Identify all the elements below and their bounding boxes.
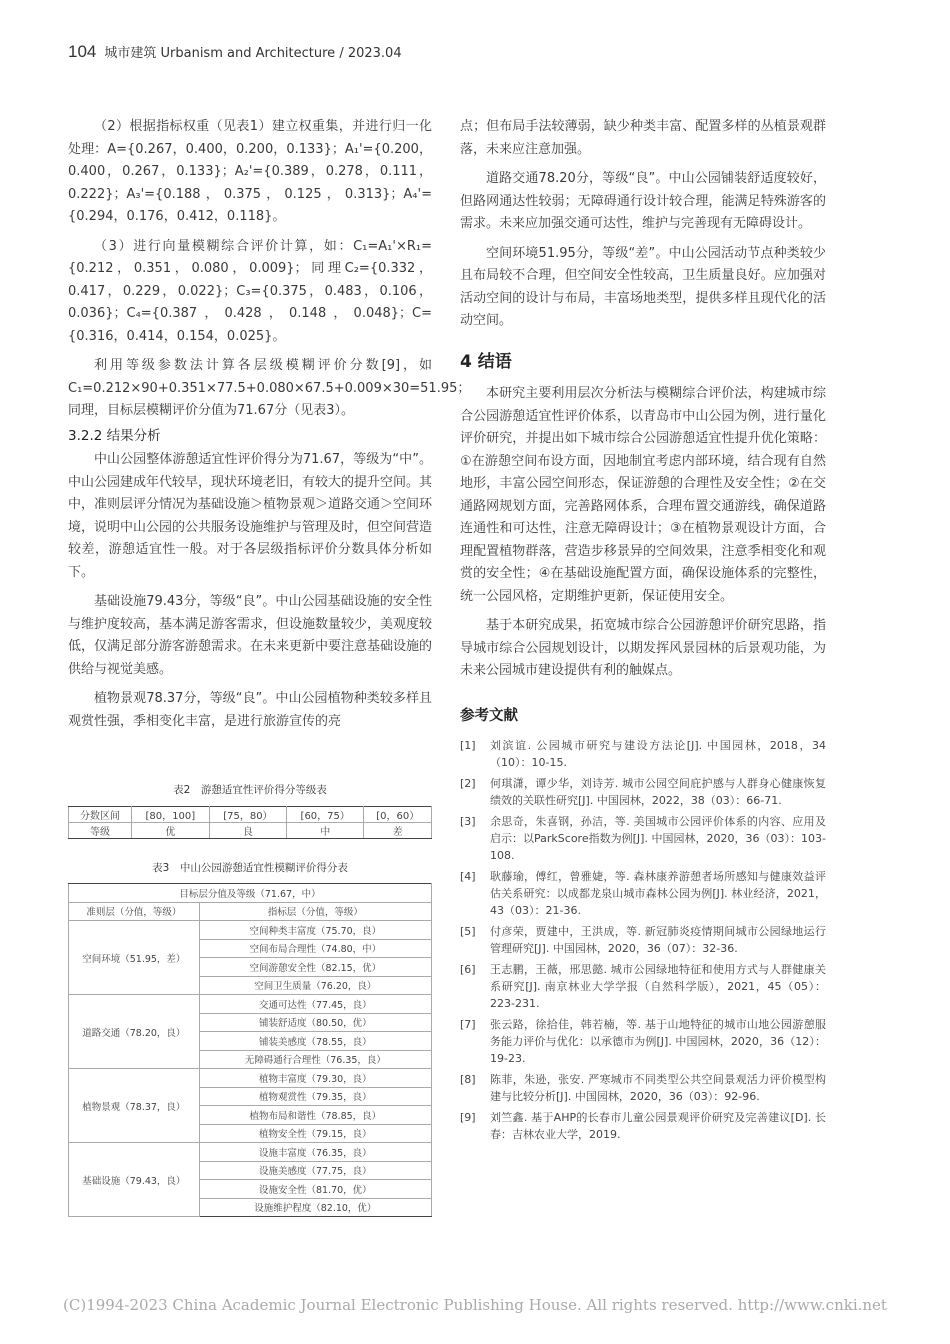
indicator-cell: 植物安全性（79.15，良）	[199, 1124, 431, 1143]
indicator-cell: 设施美感度（77.75，良）	[199, 1161, 431, 1180]
table-cell: 优	[131, 823, 209, 839]
table-row	[69, 1143, 432, 1162]
reference-text: 何琪潇，谭少华，刘诗芳. 城市公园空间庇护感与人群身心健康恢复绩效的关联性研究[J]. 中国园林，2022，38（03）：66-71.	[490, 777, 826, 807]
reference-text: 张云路，徐拾佳，韩若楠，等. 基于山地特征的城市山地公园游憩服务能力评价与优化：以承德市为例[J]. 中国园林，2020，36（12）：19-23.	[490, 1018, 826, 1065]
reference-item	[460, 813, 826, 864]
indicator-header: 指标层（分值，等级）	[199, 902, 431, 921]
copyright-footer: (C)1994-2023 China Academic Journal Electronic Publishing House. All rights reserved. http://www.cnki.net	[63, 1296, 887, 1314]
section-heading-conclusion: 4 结语	[460, 351, 512, 372]
reference-item	[460, 1016, 826, 1067]
table-cell: 差	[364, 823, 432, 839]
table-cell: 等级	[69, 823, 132, 839]
paragraph-plant-continued: 点；但布局手法较薄弱，缺少种类丰富、配置多样的丛植景观群落，未来应注意加强。	[460, 119, 826, 157]
table-row	[69, 902, 432, 921]
indicator-cell: 空间布局合理性（74.80，中）	[199, 939, 431, 958]
reference-number: [1]	[460, 739, 476, 752]
criteria-cell: 基础设施（79.43，良）	[69, 1143, 200, 1217]
table-cell: [80，100]	[131, 807, 209, 823]
reference-number: [8]	[460, 1073, 476, 1086]
table2-score-grade	[68, 806, 432, 839]
paragraph-grade-params: 利用等级参数法计算各层级模糊评价分数[9]，如C₁=0.212×90+0.351×77.5+0.080×67.5+0.009×30=51.95；同理，目标层模糊评价分值为71.67分（见表3）。	[68, 358, 471, 418]
table-cell: [75，80）	[209, 807, 286, 823]
reference-number: [7]	[460, 1018, 476, 1031]
table-cell: 良	[209, 823, 286, 839]
criteria-header: 准则层（分值，等级）	[69, 902, 200, 921]
indicator-cell: 空间游憩安全性（82.15，优）	[199, 958, 431, 977]
table3-fuzzy-scores	[68, 883, 432, 1217]
reference-number: [5]	[460, 925, 476, 938]
reference-text: 余思奇，朱喜钢，孙洁，等. 美国城市公园评价体系的内容、应用及启示：以ParkScore指数为例[J]. 中国园林，2020，36（03）：103-108.	[490, 815, 826, 862]
reference-text: 付彦荣，贾建中，王洪成，等. 新冠肺炎疫情期间城市公园绿地运行管理研究[J]. 中国园林，2020，36（07）：32-36.	[490, 925, 826, 955]
indicator-cell: 设施丰富度（76.35，良）	[199, 1143, 431, 1162]
paragraph-plant-landscape: 植物景观78.37分，等级“良”。中山公园植物种类较多样且观赏性强，季相变化丰富，是进行旅游宣传的亮	[68, 691, 432, 729]
reference-text: 陈菲，朱逊，张安. 严寒城市不同类型公共空间景观活力评价模型构建与比较分析[J]. 中国园林，2020，36（03）：92-96.	[490, 1073, 826, 1103]
left-column	[68, 116, 471, 733]
section-heading-results: 3.2.2 结果分析	[68, 427, 161, 444]
reference-item	[460, 1071, 826, 1105]
paragraph-space-environment: 空间环境51.95分，等级“差”。中山公园活动节点种类较少且布局较不合理，但空间安全性较高，卫生质量良好。应加强对活动空间的设计与布局，丰富场地类型，提供多样且现代化的活动空间。	[460, 245, 826, 328]
indicator-cell: 空间卫生质量（76.20，良）	[199, 976, 431, 995]
reference-item	[460, 961, 826, 1012]
table-cell: [0，60）	[364, 807, 432, 823]
indicator-cell: 交通可达性（77.45，良）	[199, 995, 431, 1014]
indicator-cell: 植物观赏性（79.35，良）	[199, 1087, 431, 1106]
table-row	[69, 921, 432, 940]
indicator-cell: 植物布局和谐性（78.85，良）	[199, 1106, 431, 1125]
paragraph-conclusion-strategies: 本研究主要利用层次分析法与模糊综合评价法，构建城市综合公园游憩适宜性评价体系，以青岛市中山公园为例，进行量化评价研究，并提出如下城市综合公园游憩适宜性提升优化策略：①在游憩空间布设方面，因地制宜考虑内部环境，结合现有自然地形，丰富公园空间形态，保证游憩的合理性及安全性；②在交通路网规划方面，完善路网体系，合理布置交通游线，确保道路连通性和可达性，注意无障碍设计；③在植物景观设计方面，合理配置植物群落，营造步移景异的空间效果，注意季相变化和观赏的安全性；④在基础设施配置方面，确保设施体系的完整性，统一公园风格，定期维护更新，保证使用安全。	[460, 386, 826, 604]
table-row	[69, 823, 432, 839]
reference-number: [6]	[460, 963, 476, 976]
reference-text: 王志鹏，王薇，邢思懿. 城市公园绿地特征和使用方式与人群健康关系研究[J]. 南京林业大学学报（自然科学版），2021，45（05）：223-231.	[490, 963, 826, 1010]
reference-item	[460, 923, 826, 957]
indicator-cell: 铺装舒适度（80.50，优）	[199, 1013, 431, 1032]
paragraph-overall-score: 中山公园整体游憩适宜性评价得分为71.67，等级为“中”。中山公园建成年代较早，现状环境老旧，有较大的提升空间。其中，准则层评分情况为基础设施＞植物景观＞道路交通＞空间环境，说明中山公园的公共服务设施维护与管理及时，但空间营造较差，游憩适宜性一般。对于各层级指标评价分数具体分析如下。	[68, 452, 433, 580]
indicator-cell: 无障碍通行合理性（76.35，良）	[199, 1050, 431, 1069]
indicator-cell: 植物丰富度（79.30，良）	[199, 1069, 431, 1088]
reference-number: [3]	[460, 815, 476, 828]
table-row	[69, 995, 432, 1014]
table2-caption: 表2 游憩适宜性评价得分等级表	[173, 784, 327, 796]
indicator-cell: 空间种类丰富度（75.70，良）	[199, 921, 431, 940]
reference-item	[460, 775, 826, 809]
paragraph-road-traffic: 道路交通78.20分，等级“良”。中山公园铺装舒适度较好，但路网通达性较弱；无障碍通行设计较合理，能满足特殊游客的需求。未来应加强交通可达性，维护与完善现有无障碍设计。	[460, 171, 826, 231]
reference-text: 刘滨谊. 公园城市研究与建设方法论[J]. 中国园林，2018，34（10）：10-15.	[490, 739, 826, 769]
table-row	[69, 1069, 432, 1088]
running-header	[68, 42, 402, 62]
table-cell: [60，75）	[287, 807, 364, 823]
paragraph-infrastructure: 基础设施79.43分，等级“良”。中山公园基础设施的安全性与维护度较高，基本满足游客需求，但设施数量较少，美观度较低，仅满足部分游客游憩需求。在未来更新中要注意基础设施的供给与视觉美感。	[68, 594, 433, 677]
criteria-cell: 植物景观（78.37，良）	[69, 1069, 200, 1143]
reference-list	[460, 737, 826, 1143]
journal-title: 城市建筑 Urbanism and Architecture / 2023.04	[104, 46, 402, 61]
reference-text: 刘竺鑫. 基于AHP的长春市儿童公园景观评价研究及完善建议[D]. 长春：吉林农业大学，2019.	[490, 1111, 826, 1141]
table-cell: 分数区间	[69, 807, 132, 823]
table-cell: 中	[287, 823, 364, 839]
reference-number: [9]	[460, 1111, 476, 1124]
indicator-cell: 铺装美感度（78.55，良）	[199, 1032, 431, 1051]
page-number: 104	[68, 42, 97, 61]
reference-item	[460, 868, 826, 919]
criteria-cell: 空间环境（51.95，差）	[69, 921, 200, 995]
paragraph-vector-calc: （3）进行向量模糊综合评价计算，如：C₁=A₁'×R₁={0.212，0.351，0.080，0.009}；同理C₂={0.332，0.417，0.229，0.022}；C₃={0.375，0.483，0.106，0.036}；C₄={0.387，0.428，0.148，0.048}；C={0.316，0.414，0.154，0.025}。	[68, 238, 432, 344]
reference-item	[460, 1109, 826, 1143]
reference-number: [2]	[460, 777, 476, 790]
reference-text: 耿藤瑜，傅红，曾雅婕，等. 森林康养游憩者场所感知与健康效益评估关系研究：以成都龙泉山城市森林公园为例[J]. 林业经济，2021，43（03）：21-36.	[490, 870, 826, 917]
paragraph-weight-set: （2）根据指标权重（见表1）建立权重集，并进行归一化处理：A={0.267，0.400，0.200，0.133}；A₁'={0.200，0.400，0.267，0.133}；A₂'={0.389，0.278，0.111，0.222}；A₃'={0.188，0.375，0.125，0.313}；A₄'={0.294，0.176，0.412，0.118}。	[68, 119, 432, 224]
table-row	[69, 884, 432, 903]
target-layer-cell: 目标层分值及等级（71.67，中）	[69, 884, 432, 903]
paragraph-conclusion-outlook: 基于本研究成果，拓宽城市综合公园游憩评价研究思路，指导城市综合公园规划设计，以期发挥风景园林的后景观功能，为未来公园城市建设提供有利的触媒点。	[460, 618, 826, 678]
table3-caption: 表3 中山公园游憩适宜性模糊评价得分表	[152, 862, 348, 874]
table-row	[69, 807, 432, 823]
reference-number: [4]	[460, 870, 476, 883]
references-title: 参考文献	[460, 707, 518, 724]
right-column	[460, 116, 826, 1147]
reference-item	[460, 737, 826, 771]
indicator-cell: 设施维护程度（82.10，优）	[199, 1198, 431, 1217]
criteria-cell: 道路交通（78.20，良）	[69, 995, 200, 1069]
indicator-cell: 设施安全性（81.70，优）	[199, 1180, 431, 1199]
